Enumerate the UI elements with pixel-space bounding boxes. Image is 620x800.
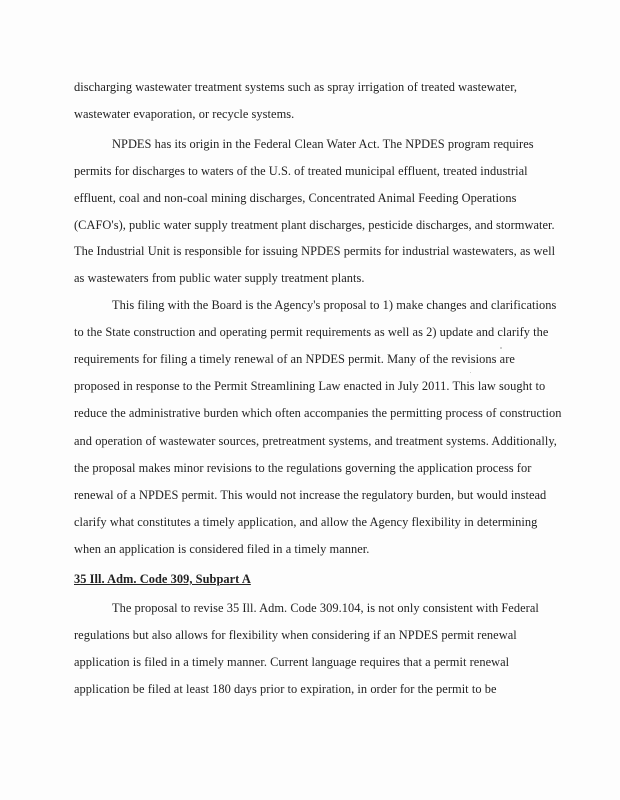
text-line: The Industrial Unit is responsible for issuing NPDES permits for industrial wastewaters, as well — [74, 244, 556, 258]
text-line: discharging wastewater treatment systems such as spray irrigation of treated wastewater, — [74, 80, 518, 94]
text-line: This filing with the Board is the Agency's proposal to 1) make changes and clarifications — [112, 298, 557, 312]
text-line: application is filed in a timely manner. Current language requires that a permit renewal — [74, 655, 510, 669]
text-line: and operation of wastewater sources, pretreatment systems, and treatment systems. Additionally, — [74, 434, 557, 448]
text-line: requirements for filing a timely renewal of an NPDES permit. Many of the revisions are — [74, 352, 515, 366]
text-line: renewal of a NPDES permit. This would not increase the regulatory burden, but would instead — [74, 488, 547, 502]
text-line: as wastewaters from public water supply treatment plants. — [74, 271, 365, 285]
scan-speck — [500, 347, 502, 349]
text-line: the proposal makes minor revisions to the regulations governing the application process for — [74, 461, 532, 475]
section-heading: 35 Ill. Adm. Code 309, Subpart A — [74, 572, 251, 586]
text-line: NPDES has its origin in the Federal Clean Water Act. The NPDES program requires — [112, 137, 534, 151]
text-line: when an application is considered filed in a timely manner. — [74, 542, 370, 556]
text-line: reduce the administrative burden which often accompanies the permitting process of construction — [74, 406, 562, 420]
text-line: regulations but also allows for flexibility when considering if an NPDES permit renewal — [74, 628, 517, 642]
scan-speck — [470, 372, 471, 373]
text-line: application be filed at least 180 days prior to expiration, in order for the permit to be — [74, 682, 497, 696]
text-line: clarify what constitutes a timely application, and allow the Agency flexibility in determining — [74, 515, 538, 529]
text-line: to the State construction and operating permit requirements as well as 2) update and clarify the — [74, 325, 549, 339]
text-line: wastewater evaporation, or recycle systems. — [74, 107, 295, 121]
text-line: proposed in response to the Permit Streamlining Law enacted in July 2011. This law sought to — [74, 379, 546, 393]
text-line: The proposal to revise 35 Ill. Adm. Code 309.104, is not only consistent with Federal — [112, 601, 539, 615]
text-line: (CAFO's), public water supply treatment plant discharges, pesticide discharges, and stormwater. — [74, 218, 555, 232]
text-line: effluent, coal and non-coal mining discharges, Concentrated Animal Feeding Operations — [74, 191, 517, 205]
text-line: permits for discharges to waters of the U.S. of treated municipal effluent, treated industrial — [74, 164, 528, 178]
